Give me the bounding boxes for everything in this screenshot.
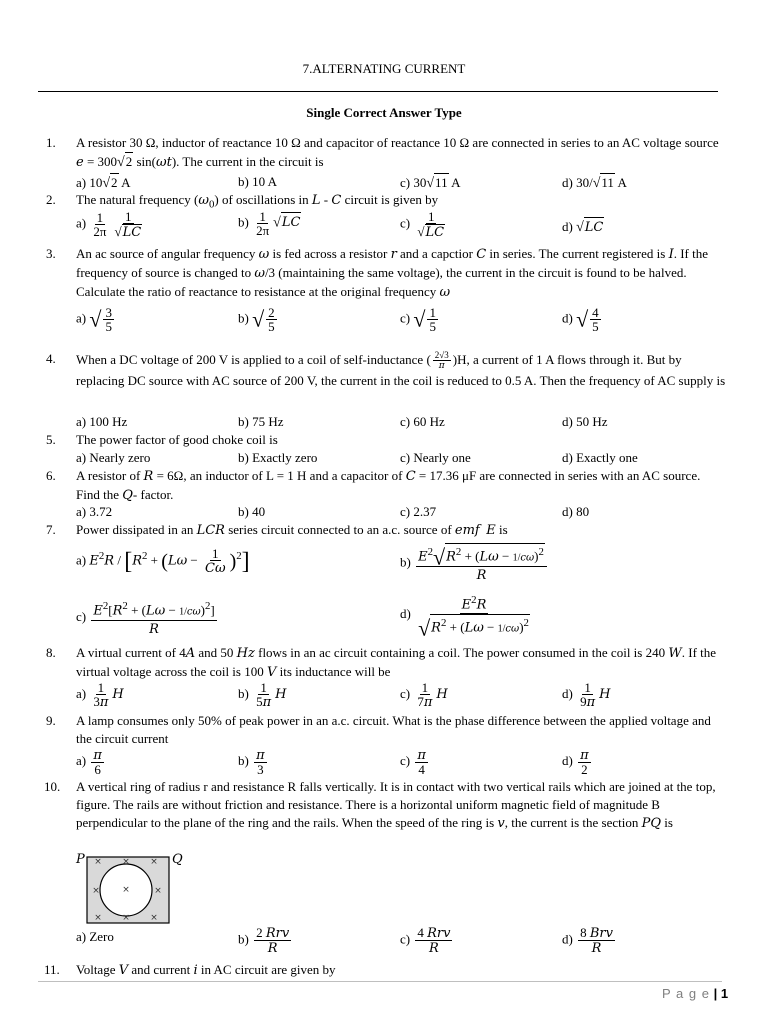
page-separator: | bbox=[713, 986, 718, 1001]
option-a: a) $\frac{\pi}{6}$ bbox=[76, 748, 102, 777]
option-d: d) $\frac{\pi}{2}$ bbox=[562, 748, 589, 777]
option-b: b) 10 A bbox=[238, 174, 277, 189]
option-b: b) √ $\frac{2}{5}$ bbox=[238, 305, 275, 334]
question-number: 3. bbox=[46, 246, 56, 261]
option-b: b) $\frac{\pi}{3}$ bbox=[238, 748, 265, 777]
option-b: b) $\frac{1}{5\pi}$ H bbox=[238, 680, 287, 710]
option-d: d) $\frac{\text{8 Brv}}{R}$ bbox=[562, 925, 613, 956]
question-text: Power dissipated in an LCR series circuit connected to an a.c. source of emf E is bbox=[76, 522, 508, 538]
footer-rule bbox=[38, 981, 722, 982]
option-d: d) 30/√11 A bbox=[562, 175, 627, 191]
option-a: a) Nearly zero bbox=[76, 450, 151, 465]
question-number: 8. bbox=[46, 645, 56, 660]
page-label: P a g e bbox=[662, 986, 710, 1001]
option-a: a) $\frac{1}{3\pi}$ H bbox=[76, 680, 124, 710]
option-a: a) 3.72 bbox=[76, 504, 113, 519]
question-number: 11. bbox=[44, 962, 60, 977]
question-text: Voltage V and current i in AC circuit are given by bbox=[76, 962, 336, 978]
option-a: a) 10√2 A bbox=[76, 175, 131, 191]
option-c: c) √ $\frac{1}{5}$ bbox=[400, 305, 436, 334]
question-text: The natural frequency $(\omega_0)$ of oscillations in L - C circuit is given by bbox=[76, 192, 439, 211]
header-rule bbox=[38, 91, 718, 92]
option-d: d) Exactly one bbox=[562, 450, 638, 465]
question-number: 1. bbox=[46, 135, 56, 150]
svg-text:×: × bbox=[154, 886, 162, 896]
option-d: d) $\frac{E^2R}{√R^2 + (L\omega - 1/c\omega)^2}$ bbox=[400, 594, 529, 641]
option-c: c) $\frac{1}{√LC}$ bbox=[400, 209, 445, 240]
question-text: An ac source of angular frequency ω is fed across a resistor r and a capctior C in series. The current registered is I. If the frequency of source is changed to ω/3 (maintaining the same voltage), the current in the circuit is found to be halved. Calculate the ratio of reactance to resistance at the original frequency ω bbox=[76, 246, 708, 300]
option-b: b) $\frac{E^2√R^2 + (L\omega - 1/c\omega)^2}{R}$ bbox=[400, 543, 549, 584]
option-b: b) 75 Hz bbox=[238, 414, 284, 429]
question-text: A virtual current of 4A and 50 Hz flows in an ac circuit containing a coil. The power consumed in the coil is 240 W. If the virtual voltage across the coil is 100 V its inductance will be bbox=[76, 645, 717, 680]
svg-text:×: × bbox=[122, 857, 130, 867]
figure-label-q: Q bbox=[172, 852, 183, 867]
option-d: d) 80 bbox=[562, 504, 590, 519]
option-b: b) 40 bbox=[238, 504, 266, 519]
option-d: d) √LC bbox=[562, 219, 604, 235]
page-footer bbox=[662, 985, 728, 1003]
option-a: a) Zero bbox=[76, 929, 114, 944]
option-c: c) 60 Hz bbox=[400, 414, 445, 429]
chapter-title: 7.ALTERNATING CURRENT bbox=[302, 61, 466, 76]
svg-text:×: × bbox=[92, 886, 100, 896]
option-c: c) $\frac{\pi}{4}$ bbox=[400, 748, 426, 777]
option-c: c) $\frac{1}{7\pi}$ H bbox=[400, 680, 448, 710]
option-d: d) $\frac{1}{9\pi}$ H bbox=[562, 680, 611, 710]
question-number: 7. bbox=[46, 522, 56, 537]
section-title: Single Correct Answer Type bbox=[306, 105, 462, 120]
option-c: c) 2.37 bbox=[400, 504, 437, 519]
svg-text:×: × bbox=[122, 913, 130, 923]
question-number: 9. bbox=[46, 713, 56, 728]
question-text: When a DC voltage of 200 V is applied to a coil of self-inductance ( $\frac{2√3}{\pi}$ )H, a current of 1 A flows through it. But by replacing DC source with AC source of 200 V, the current in the coil is reduced to 0.5 A. Then the frequency of AC supply is bbox=[76, 350, 726, 389]
question-text: A lamp consumes only 50% of peak power in an a.c. circuit. What is the phase difference between the applied voltage and the circuit current bbox=[76, 713, 711, 746]
question-number: 2. bbox=[46, 192, 56, 207]
option-b: b) $\frac{1}{2\pi}$ √LC bbox=[238, 209, 301, 238]
option-b: b) Exactly zero bbox=[238, 450, 318, 465]
option-c: c) $\frac{\text{4 Rrv}}{R}$ bbox=[400, 925, 451, 956]
option-b: b) $\frac{\text{2 Rrv}}{R}$ bbox=[238, 925, 290, 956]
page-number: 1 bbox=[720, 986, 729, 1001]
option-a: a) $\frac{1}{2\pi}$ $\frac{1}{√LC}$ bbox=[76, 209, 142, 240]
question-text: A resistor 30 Ω, inductor of reactance 10 Ω and capacitor of reactance 10 Ω are connected in series to an AC voltage source e = 300√2 sin(ωt). The current in the circuit is bbox=[76, 135, 719, 170]
option-a: a) $E^2R / [R^2 + (L\omega$ − $\frac{1}{C\omega}$ )$^2$] bbox=[76, 546, 250, 577]
option-d: d) √ $\frac{4}{5}$ bbox=[562, 305, 599, 334]
svg-text:×: × bbox=[150, 857, 158, 867]
question-text: A resistor of R = 6Ω, an inductor of L = 1 H and a capacitor of C = 17.36 μF are connected in series with an AC source. Find the Q- factor. bbox=[76, 468, 701, 503]
question-number: 5. bbox=[46, 432, 56, 447]
svg-text:×: × bbox=[122, 885, 130, 895]
svg-text:×: × bbox=[94, 857, 102, 867]
option-a: a) 100 Hz bbox=[76, 414, 128, 429]
question-number: 10. bbox=[44, 779, 61, 794]
option-d: d) 50 Hz bbox=[562, 414, 608, 429]
option-a: a) √ $\frac{3}{5}$ bbox=[76, 305, 112, 334]
option-c: c) 30√11 A bbox=[400, 175, 461, 191]
question-text: A vertical ring of radius r and resistance R falls vertically. It is in contact with two vertical rails which are joined at the top, figure. The rails are without friction and resistance. There is a horizontal uniform magnetic field of magnitude B perpendicular to the plane of the ring and the rails. When the speed of the ring is v, the current is the section PQ is bbox=[76, 779, 716, 831]
question-text: The power factor of good choke coil is bbox=[76, 432, 278, 447]
svg-text:×: × bbox=[94, 913, 102, 923]
option-c: c) $\frac{E^2[R^2 + (L\omega - 1/c\omega)^2]}{R}$ bbox=[76, 600, 215, 638]
question-number: 4. bbox=[46, 351, 56, 366]
figure-label-p: P bbox=[76, 852, 85, 867]
svg-text:×: × bbox=[150, 913, 158, 923]
question-number: 6. bbox=[46, 468, 56, 483]
ring-rail-figure bbox=[86, 856, 170, 924]
option-c: c) Nearly one bbox=[400, 450, 471, 465]
